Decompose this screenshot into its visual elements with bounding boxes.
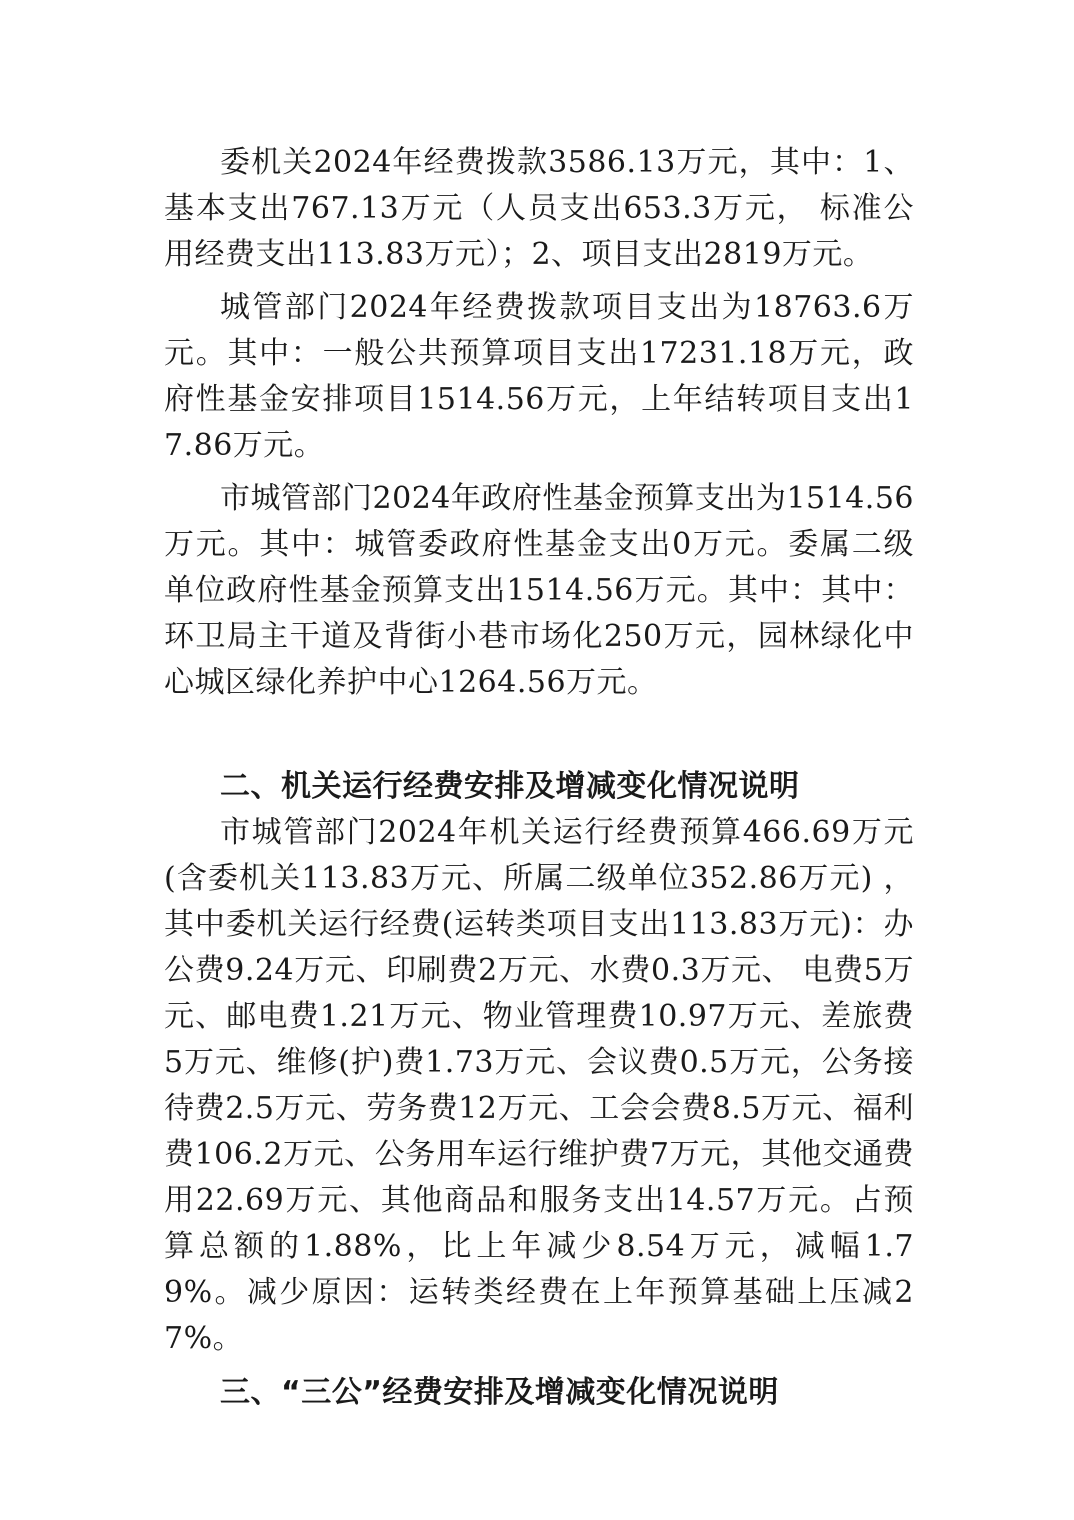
document-body (164, 140, 914, 1416)
paragraph-operating-expenses: 市城管部门2024年机关运行经费预算466.69万元(含委机关113.83万元、所属二级单位352.86万元) ，其中委机关运行经费(运转类项目支出113.83万元)：办公费9.24万元、印刷费2万元、水费0.3万元、 电费5万元、邮电费1.21万元、物业管理费10.97万元、差旅费5万元、维修(护)费1.73万元、会议费0.5万元，公务接待费2.5万元、劳务费12万元、工会会费8.5万元、福利费106.2万元、公务用车运行维护费7万元，其他交通费用22.69万元、其他商品和服务支出14.57万元。占预算总额的1.88%，比上年减少8.54万元，减幅1.79%。减少原因：运转类经费在上年预算基础上压减27%。 (164, 815, 914, 1356)
section-heading-operating-expenses: 二、机关运行经费安排及增减变化情况说明 (220, 769, 800, 804)
paragraph-government-fund-budget: 市城管部门2024年政府性基金预算支出为1514.56万元。其中：城管委政府性基金支出0万元。委属二级单位政府性基金预算支出1514.56万元。其中：其中：环卫局主干道及背街小巷市场化250万元，园林绿化中心城区绿化养护中心1264.56万元。 (164, 481, 914, 700)
section-heading-three-public-expenses: 三、“三公”经费安排及增减变化情况说明 (220, 1375, 779, 1410)
paragraph-department-project-expenditure: 城管部门2024年经费拨款项目支出为18763.6万元。其中：一般公共预算项目支出17231.18万元，政府性基金安排项目1514.56万元，上年结转项目支出17.86万元。 (164, 290, 914, 463)
paragraph-committee-funding: 委机关2024年经费拨款3586.13万元，其中：1、基本支出767.13万元（人员支出653.3万元， 标准公用经费支出113.83万元）；2、项目支出2819万元。 (164, 145, 914, 272)
